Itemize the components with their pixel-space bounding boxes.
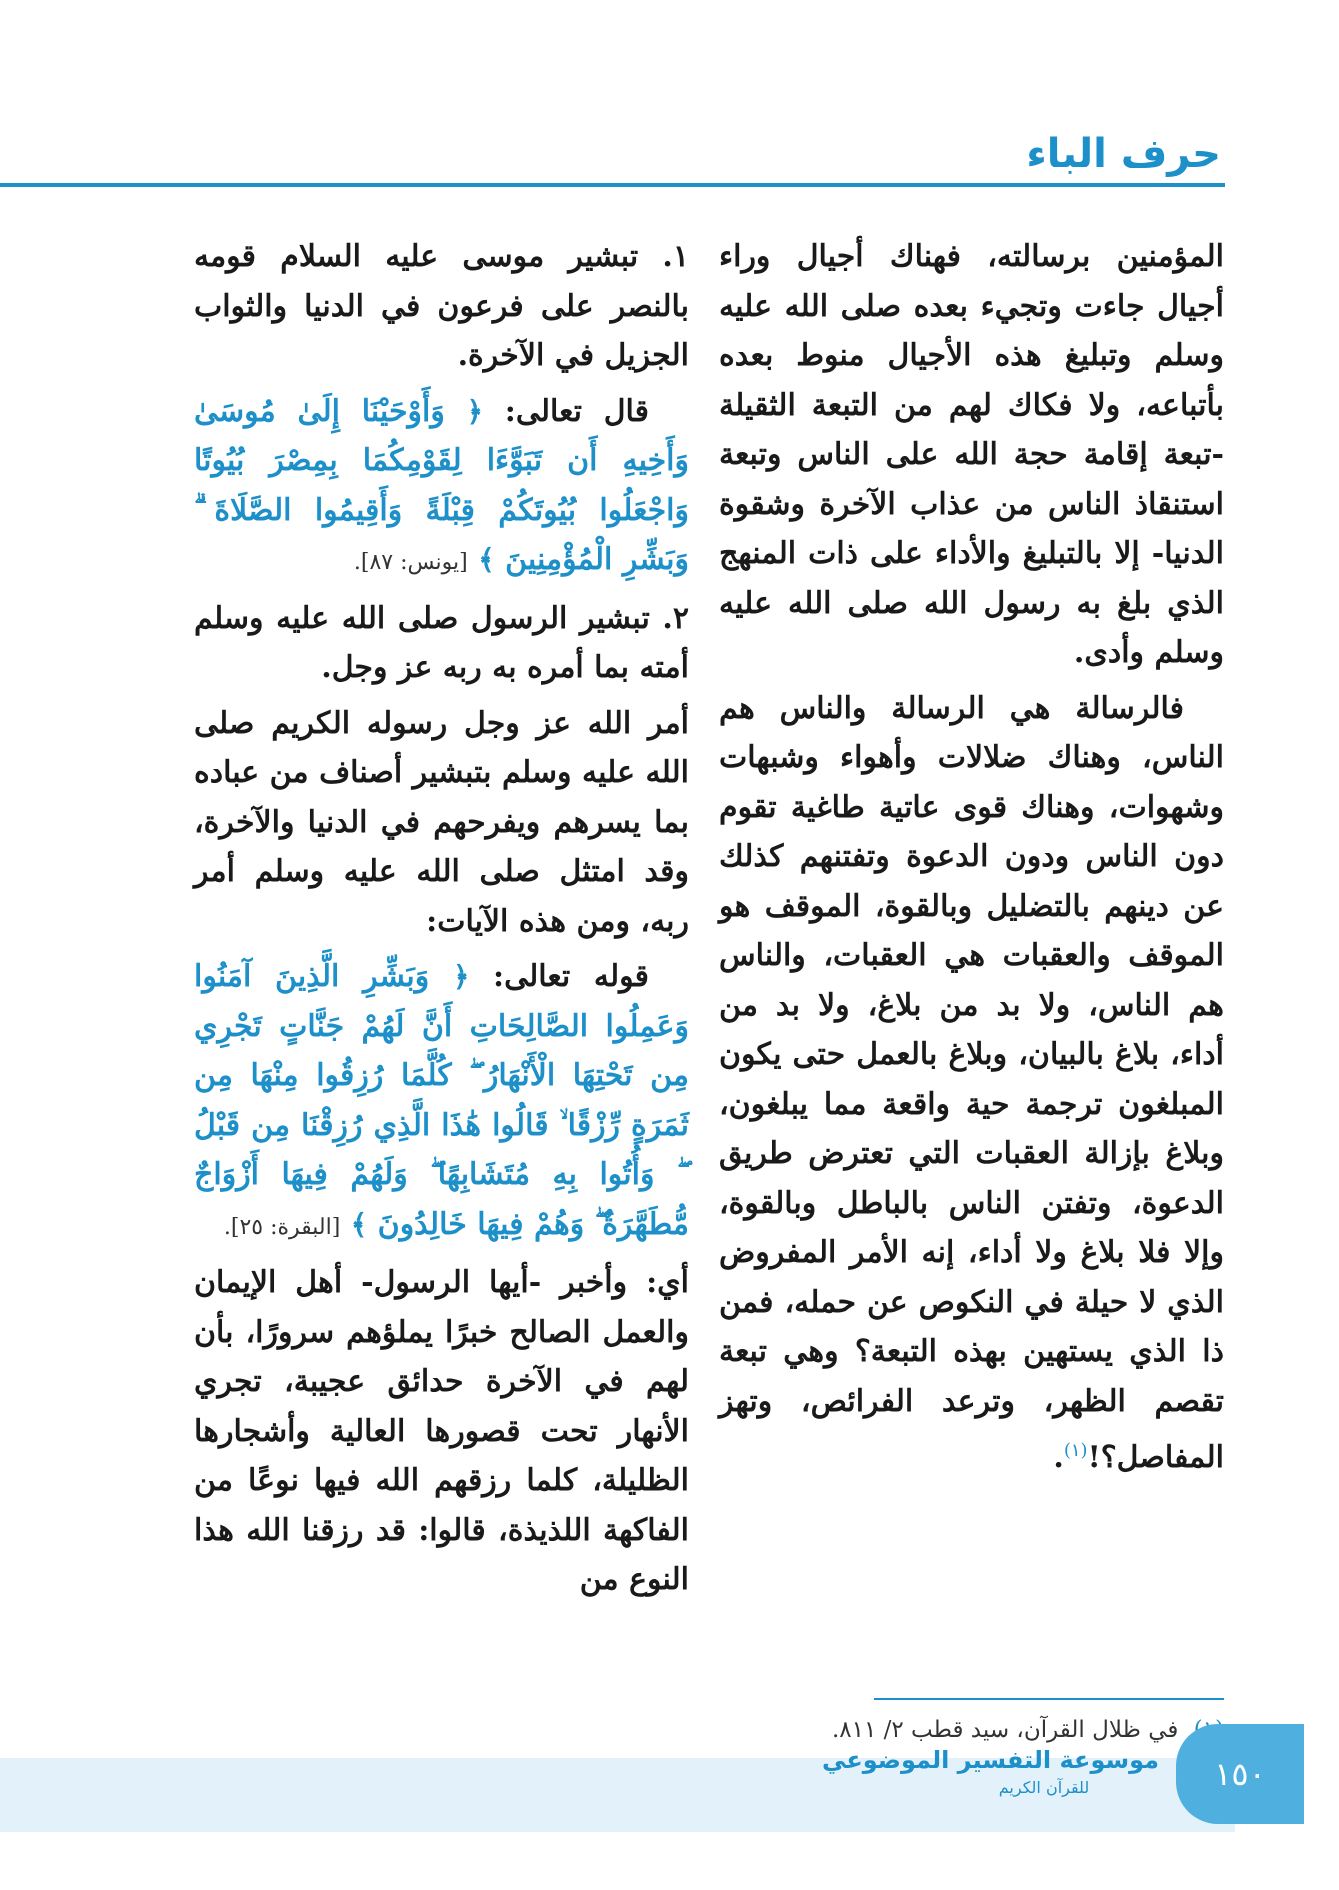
encyclopedia-logo [822,1742,1159,1810]
verse-2-reference: [البقرة: ٢٥]. [223,1214,341,1240]
verse-yunus-87: وَأَوْحَيْنَا إِلَىٰ مُوسَىٰ وَأَخِيهِ أَن تَبَوَّءَا لِقَوْمِكُمَا بِمِصْرَ بُيُوتًا وَاجْعَلُوا بُيُوتَكُمْ قِبْلَةً وَأَقِيمُوا الصَّلَاةَ ۗ وَبَشِّرِ الْمُؤْمِنِينَ [194,393,689,577]
page-number: ١٥٠ [1176,1724,1304,1824]
page-header-title: حرف الباء [1026,131,1221,177]
left-column [194,232,689,1611]
brace-open-icon: ﴿ [466,394,483,428]
verse-baqarah-25: وَبَشِّرِ الَّذِينَ آمَنُوا وَعَمِلُوا الصَّالِحَاتِ أَنَّ لَهُمْ جَنَّاتٍ تَجْرِي مِن تَحْتِهَا الْأَنْهَارُ ۖ كُلَّمَا رُزِقُوا مِنْهَا مِن ثَمَرَةٍ رِّزْقًا ۙ قَالُوا هَٰذَا الَّذِي رُزِقْنَا مِن قَبْلُ ۖ وَأُتُوا بِهِ مُتَشَابِهًا ۖ وَلَهُمْ فِيهَا أَزْوَاجٌ مُّطَهَّرَةٌ ۖ وَهُمْ فِيهَا خَالِدُونَ [194,959,689,1242]
left-paragraph-2: أي: وأخبر -أيها الرسول- أهل الإيمان والعمل الصالح خبرًا يملؤهم سرورًا، بأن لهم في الآخرة حدائق عجيبة، تجري الأنهار تحت قصورها العالية وأشجارها الظليلة، كلما رزقهم الله فيها نوعًا من الفاكهة اللذيذة، قالوا: قد رزقنا الله هذا النوع من [194,1265,689,1597]
left-paragraph-1: أمر الله عز وجل رسوله الكريم صلى الله عليه وسلم بتبشير أصناف من عباده بما يسرهم ويفرحهم في الدنيا والآخرة، وقد امتثل صلى الله عليه وسلم أمر ربه، ومن هذه الآيات: [194,705,689,939]
verse-1-reference: [يونس: ٨٧]. [353,550,468,575]
right-column [719,232,1224,1489]
quote-2 [194,952,689,1252]
right-paragraph-1: المؤمنين برسالته، فهناك أجيال وراء أجيال جاءت وتجيء بعده صلى الله عليه وسلم وتبليغ هذه الأجيال منوط بعده بأتباعه، ولا فكاك لهم من التبعة الثقيلة -تبعة إقامة حجة الله على الناس وتبعة استنقاذ الناس من عذاب الآخرة وشقوة الدنيا- إلا بالتبليغ والأداء على ذات المنهج الذي بلغ به رسول الله صلى الله عليه وسلم وأدى. [719,239,1224,670]
footnote-text: في ظلال القرآن، سيد قطب ٢/ ٨١١. [831,1717,1179,1743]
brace-close-icon: ﴾ [350,1207,368,1241]
footnote-divider [874,1698,1224,1700]
footnote-marker[interactable]: (١) [1063,1440,1088,1461]
item-2-heading: ٢. تبشير الرسول صلى الله عليه وسلم أمته بما أمره به ربه عز وجل. [194,600,689,685]
header-divider [0,183,1225,187]
quote-2-intro: قوله تعالى: [493,959,649,994]
quote-1-intro: قال تعالى: [504,393,649,429]
right-paragraph-2 [719,684,1224,1483]
logo-subtitle: للقرآن الكريم [998,1778,1090,1797]
right-paragraph-2-text: فالرسالة هي الرسالة والناس هم الناس، وهناك ضلالات وأهواء وشبهات وشهوات، وهناك قوى عاتية طاغية تقوم دون الناس ودون الدعوة وتفتنهم كذلك عن دينهم بالتضليل وبالقوة، الموقف هو الموقف والعقبات هي العقبات، والناس هم الناس، ولا بد من بلاغ، ولا بد من أداء، بلاغ بالبيان، وبلاغ بالعمل حتى يكون المبلغون ترجمة حية واقعة مما يبلغون، وبلاغ بإزالة العقبات التي تعترض طريق الدعوة، وتفتن الناس بالباطل وبالقوة، وإلا فلا بلاغ ولا أداء، إنه الأمر المفروض الذي لا حيلة في النكوص عن حمله، فمن ذا الذي يستهين بهذه التبعة؟ وهي تبعة تقصم الظهر، وترعد الفرائص، وتهز المفاصل؟! [719,690,1224,1475]
logo-title: موسوعة التفسير الموضوعي [822,1746,1159,1774]
end-mark: . [1053,1440,1064,1475]
quote-1 [194,387,689,588]
brace-open-icon: ﴿ [452,960,470,993]
brace-close-icon: ﴾ [478,543,495,576]
item-1-heading: ١. تبشير موسى عليه السلام قومه بالنصر على فرعون في الدنيا والثواب الجزيل في الآخرة. [194,239,689,373]
